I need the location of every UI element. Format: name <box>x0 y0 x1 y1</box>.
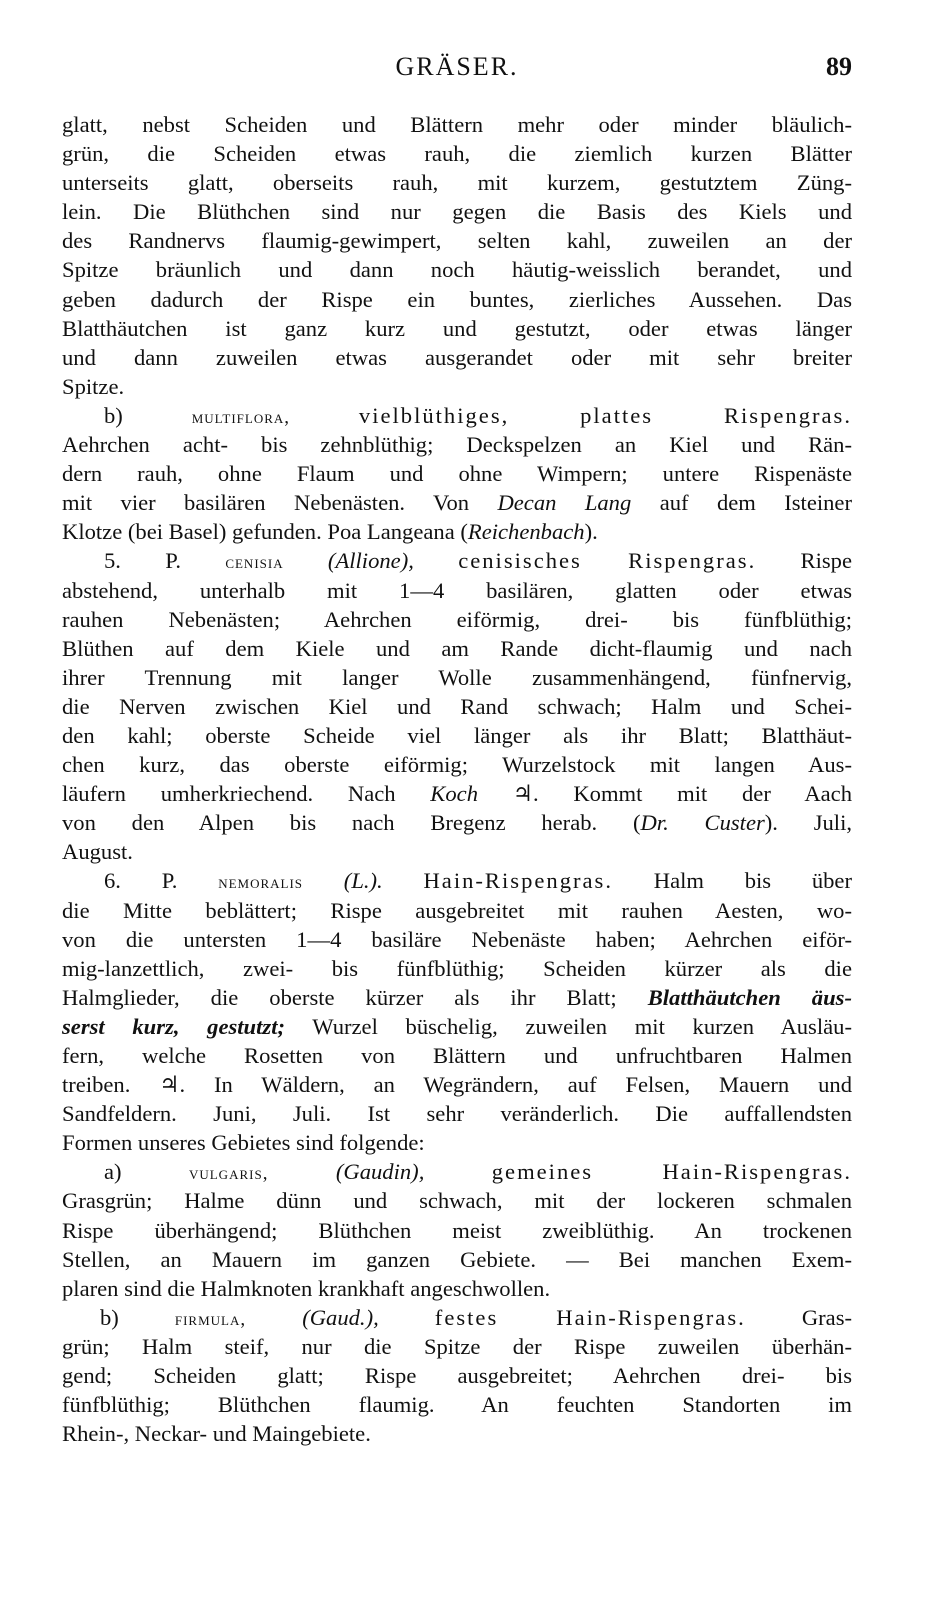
common-name: vielblüthiges, plattes Rispengras. <box>358 402 852 428</box>
text-line: treiben. ♃. In Wäldern, an Wegrändern, auf Felsen, Mauern und <box>62 1072 852 1098</box>
text-line: grün; Halm steif, nur die Spitze der Rispe zuweilen überhän- <box>62 1333 852 1359</box>
text-line: Rispe überhängend; Blüthchen meist zweiblüthig. An trockenen <box>62 1217 852 1243</box>
text-line: Grasgrün; Halme dünn und schwach, mit der lockeren schmalen <box>62 1188 852 1214</box>
text-line: Spitze. <box>62 373 125 399</box>
common-name: festes Hain-Rispengras. <box>434 1304 746 1330</box>
entry-lead: 6. P. <box>104 868 178 894</box>
entry-lead: a) <box>104 1159 122 1185</box>
page-body <box>62 110 852 1448</box>
text-line: mit vier basilären Nebenästen. Von Decan Lang auf dem Isteiner <box>62 490 852 516</box>
text-line: Spitze bräunlich und dann noch häutig-weisslich berandet, und <box>62 257 852 283</box>
text-line: gend; Scheiden glatt; Rispe ausgebreitet; Aehrchen drei- bis <box>62 1363 852 1389</box>
page-number: 89 <box>826 52 852 81</box>
text-line: Stellen, an Mauern im ganzen Gebiete. — Bei manchen Exem- <box>62 1246 852 1272</box>
text-line: dern rauh, ohne Flaum und ohne Wimpern; untere Rispenäste <box>62 461 852 487</box>
text-line: fern, welche Rosetten von Blättern und unfruchtbaren Halmen <box>62 1043 852 1068</box>
text-line: abstehend, unterhalb mit 1—4 basilären, glatten oder etwas <box>62 577 852 603</box>
text-line: serst kurz, gestutzt; Wurzel büschelig, zuweilen mit kurzen Ausläu- <box>62 1013 852 1039</box>
paragraph-continuation <box>62 110 852 401</box>
running-title: GRÄSER. <box>395 52 519 81</box>
text-line: mig-lanzettlich, zwei- bis fünfblüthig; Scheiden kürzer als die <box>62 955 852 981</box>
variety-name: multiflora, <box>191 406 291 428</box>
text-line: Formen unseres Gebietes sind folgende: <box>62 1130 425 1156</box>
text-line: chen kurz, das oberste eiförmig; Wurzelstock mit langen Aus- <box>62 752 852 778</box>
text-line: Klotze (bei Basel) gefunden. Poa Langeana (Reichenbach). <box>62 519 598 545</box>
text-line: des Randnervs flaumig-gewimpert, selten kahl, zuweilen an der <box>62 228 852 254</box>
species-name: cenisia <box>225 552 284 574</box>
text-line: von die untersten 1—4 basiläre Nebenäste haben; Aehrchen eiför- <box>62 926 852 952</box>
text-line: lein. Die Blüthchen sind nur gegen die Basis des Kiels und <box>62 199 852 225</box>
text-line: von den Alpen bis nach Bregenz herab. (Dr. Custer). Juli, <box>62 810 852 836</box>
text-line: geben dadurch der Rispe ein buntes, zierliches Aussehen. Das <box>62 286 852 312</box>
person-name: Decan Lang <box>497 490 632 516</box>
text-line: die Nerven zwischen Kiel und Rand schwach; Halm und Schei- <box>62 693 852 719</box>
text-line: plaren sind die Halmknoten krankhaft angeschwollen. <box>62 1275 551 1301</box>
text-line: Sandfeldern. Juni, Juli. Ist sehr veränderlich. Die auffallendsten <box>62 1101 852 1127</box>
entry-lead: b) <box>100 1304 119 1330</box>
variety-author: (Gaud.), <box>302 1304 379 1330</box>
text-line: Aehrchen acht- bis zehnblüthig; Deckspelzen an Kiel und Rän- <box>62 432 852 458</box>
running-head <box>62 48 852 88</box>
author-name: Reichenbach <box>467 519 585 545</box>
author-name: Koch <box>430 781 478 807</box>
text-line: glatt, nebst Scheiden und Blättern mehr oder minder bläulich- <box>62 112 852 137</box>
species-name: nemoralis <box>218 872 304 894</box>
entry-firmula <box>62 1303 852 1448</box>
entry-lead: 5. P. <box>104 548 181 574</box>
entry-heading-line: 5. P. cenisia (Allione), cenisisches Rispengras. Rispe <box>104 548 853 574</box>
text-line: den kahl; oberste Scheide viel länger als ihr Blatt; Blatthäut- <box>62 722 852 748</box>
text-line: und dann zuweilen etwas ausgerandet oder mit sehr breiter <box>62 344 852 370</box>
entry-cenisia <box>62 546 852 866</box>
common-name: cenisisches Rispengras. <box>458 548 757 574</box>
person-name: Dr. Custer <box>640 810 765 836</box>
text-line: Blüthen auf dem Kiele und am Rande dicht-flaumig und nach <box>62 635 852 661</box>
text-line: August. <box>62 839 133 865</box>
text-line: grün, die Scheiden etwas rauh, die ziemlich kurzen Blätter <box>62 141 852 167</box>
entry-heading-line: b) firmula, (Gaud.), festes Hain-Rispengras. Gras- <box>100 1304 853 1330</box>
text-line: Rhein-, Neckar- und Maingebiete. <box>62 1421 371 1447</box>
entry-nemoralis <box>62 866 852 1157</box>
text-line: Halmglieder, die oberste kürzer als ihr Blatt; Blatthäutchen äus- <box>62 984 852 1010</box>
variety-author: (Gaudin), <box>335 1159 425 1185</box>
text-line: unterseits glatt, oberseits rauh, mit kurzem, gestutztem Züng- <box>62 170 852 196</box>
text-line: die Mitte beblättert; Rispe ausgebreitet mit rauhen Aesten, wo- <box>62 897 852 923</box>
entry-lead: b) <box>104 402 123 428</box>
entry-multiflora <box>62 401 852 546</box>
entry-heading-line <box>62 401 852 430</box>
emphasis-text: serst kurz, gestutzt; <box>62 1013 285 1039</box>
text-line: fünfblüthig; Blüthchen flaumig. An feuchten Standorten im <box>62 1392 852 1418</box>
text-line: rauhen Nebenästen; Aehrchen eiförmig, drei- bis fünfblüthig; <box>62 606 852 632</box>
common-name: Hain-Rispengras. <box>423 868 613 894</box>
species-author: (L.). <box>343 868 383 894</box>
emphasis-text: Blatthäutchen äus- <box>647 984 852 1010</box>
common-name: gemeines Hain-Rispengras. <box>491 1159 852 1185</box>
variety-name: vulgaris, <box>188 1163 269 1185</box>
entry-heading-line: 6. P. nemoralis (L.). Hain-Rispengras. Halm bis über <box>104 868 852 894</box>
species-author: (Allione), <box>327 548 414 574</box>
entry-heading-line <box>62 1157 852 1186</box>
variety-name: firmula, <box>174 1308 247 1330</box>
text-line: Blatthäutchen ist ganz kurz und gestutzt, oder etwas länger <box>62 315 852 341</box>
text-line: läufern umherkriechend. Nach Koch ♃. Kommt mit der Aach <box>62 781 852 807</box>
text-line: ihrer Trennung mit langer Wolle zusammenhängend, fünfnervig, <box>62 664 852 690</box>
entry-vulgaris <box>62 1157 852 1302</box>
